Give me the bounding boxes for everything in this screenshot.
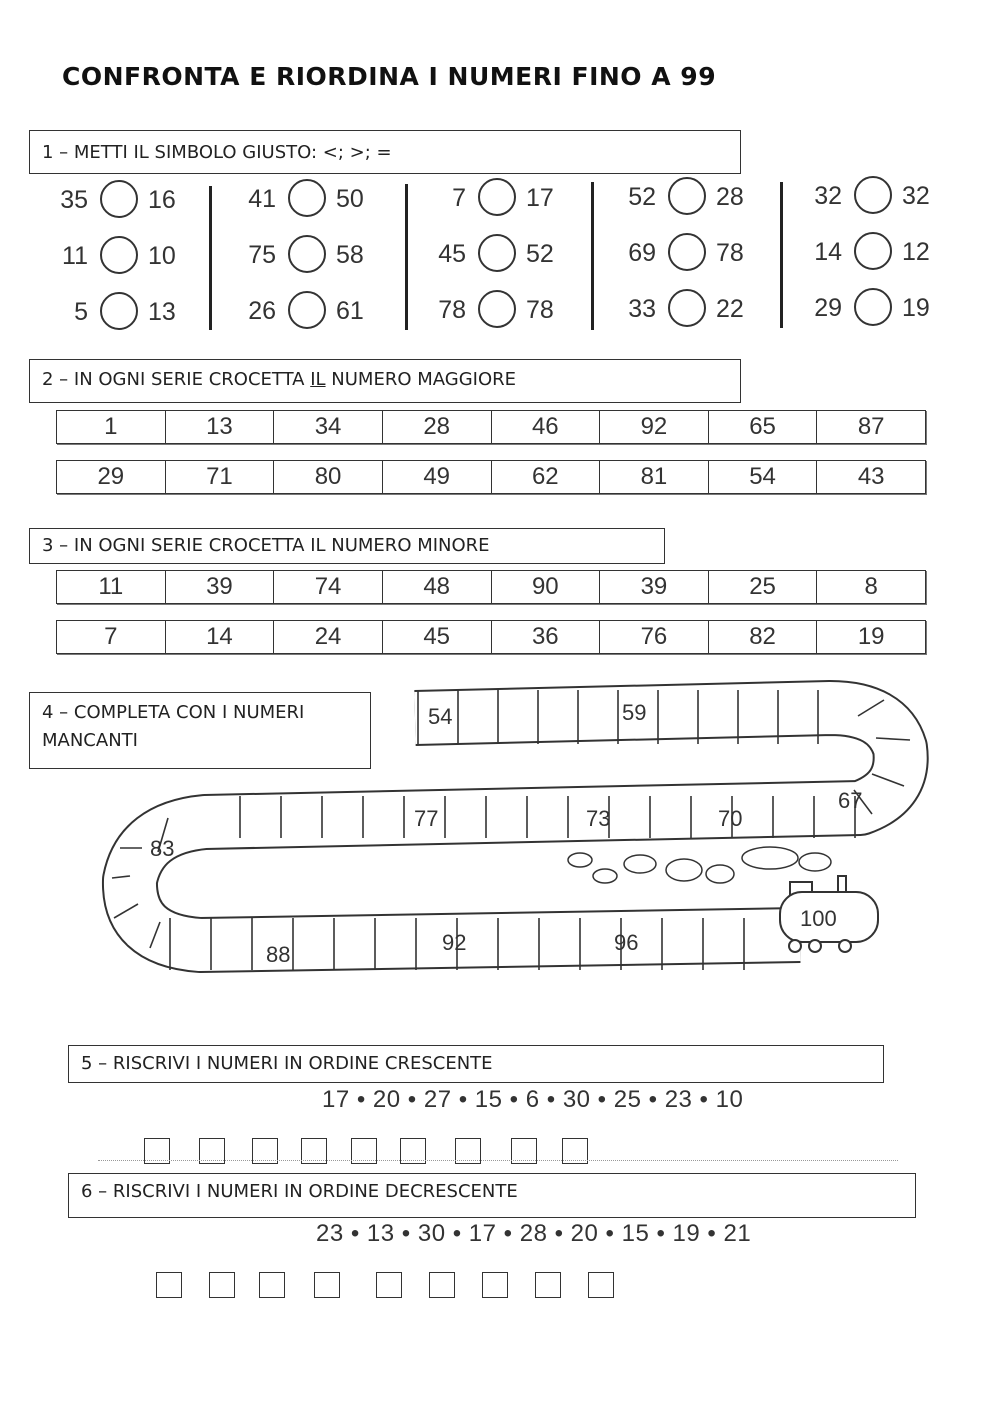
exercise-5-heading (68, 1045, 884, 1083)
track-number: 96 (614, 930, 639, 955)
engine-number: 100 (800, 906, 837, 931)
comparison-left-number: 32 (814, 182, 842, 210)
comparison-left-number: 7 (452, 184, 466, 212)
comparison-right-number: 17 (526, 184, 554, 212)
comparison-right-number: 12 (902, 238, 930, 266)
exercise-1-heading-text: 1 – METTI IL SIMBOLO GIUSTO: <; >; = (42, 142, 392, 163)
track-number: 54 (428, 704, 453, 729)
comparison-left-number: 35 (60, 186, 88, 214)
comparison-right-number: 16 (148, 186, 176, 214)
comparison-right-number: 22 (716, 295, 744, 323)
comparison-right-number: 78 (526, 296, 554, 324)
track-number: 70 (718, 806, 743, 831)
series-number-cell[interactable]: 87 (857, 413, 885, 440)
series-number-cell[interactable]: 1 (57, 411, 166, 443)
series-number-cell[interactable]: 11 (57, 571, 166, 603)
comparison-left-number: 69 (628, 239, 656, 267)
comparison-right-number: 28 (716, 183, 744, 211)
track-number: 67 (838, 788, 863, 813)
track-number: 59 (622, 700, 647, 725)
series-number-cell[interactable]: 46 (492, 411, 601, 443)
series-number-cell[interactable]: 14 (166, 621, 275, 653)
comparison-left-number: 41 (248, 185, 276, 213)
series-number-cell[interactable]: 28 (383, 411, 492, 443)
page-title: CONFRONTA E RIORDINA I NUMERI FINO A 99 (62, 62, 717, 91)
exercise-2-heading-text-a: 2 – IN OGNI SERIE CROCETTA (42, 369, 311, 390)
comparison-left-number: 45 (438, 240, 466, 268)
series-number-cell[interactable]: 45 (383, 621, 492, 653)
series-number-cell[interactable]: 13 (166, 411, 275, 443)
exercise-5-heading-text: 5 – RISCRIVI I NUMERI IN ORDINE CRESCENTE (81, 1053, 493, 1074)
series-number-cell[interactable]: 90 (492, 571, 601, 603)
series-number-cell[interactable]: 74 (274, 571, 383, 603)
comparison-left-number: 52 (628, 183, 656, 211)
series-number-cell[interactable]: 48 (383, 571, 492, 603)
dotted-line (98, 1160, 898, 1161)
series-number-cell[interactable]: 43 (857, 463, 885, 490)
series-number-cell[interactable]: 8 (864, 573, 878, 600)
series-number-cell[interactable]: 34 (274, 411, 383, 443)
comparison-right-number: 61 (336, 297, 364, 325)
answer-box[interactable] (482, 1272, 508, 1298)
exercise-2-heading-text-b: NUMERO MAGGIORE (325, 369, 517, 390)
track-number: 88 (266, 942, 291, 967)
series-number-cell[interactable]: 80 (274, 461, 383, 493)
comparison-right-number: 50 (336, 185, 364, 213)
series-number-cell[interactable]: 24 (274, 621, 383, 653)
series-number-cell[interactable]: 19 (857, 623, 885, 650)
track-number: 92 (442, 930, 467, 955)
series-number-cell[interactable]: 39 (166, 571, 275, 603)
series-number-cell[interactable]: 82 (709, 621, 818, 653)
comparison-right-number: 78 (716, 239, 744, 267)
answer-box[interactable] (588, 1272, 614, 1298)
comparison-right-number: 32 (902, 182, 930, 210)
exercise-6-heading-text: 6 – RISCRIVI I NUMERI IN ORDINE DECRESCENTE (81, 1181, 518, 1202)
exercise-4-heading-line1: 4 – COMPLETA CON I NUMERI (42, 702, 305, 723)
exercise-5-sequence: 17 • 20 • 27 • 15 • 6 • 30 • 25 • 23 • 10 (322, 1086, 744, 1113)
answer-box[interactable] (429, 1272, 455, 1298)
series-number-cell[interactable]: 65 (709, 411, 818, 443)
series-number-cell[interactable]: 54 (709, 461, 818, 493)
exercise-3-heading-text: 3 – IN OGNI SERIE CROCETTA IL NUMERO MINORE (42, 535, 490, 556)
comparison-right-number: 19 (902, 294, 930, 322)
comparison-right-number: 52 (526, 240, 554, 268)
exercise-4-heading-line2: MANCANTI (42, 730, 138, 751)
comparison-left-number: 5 (74, 298, 88, 326)
comparison-left-number: 33 (628, 295, 656, 323)
comparison-right-number: 58 (336, 241, 364, 269)
series-number-cell[interactable]: 71 (166, 461, 275, 493)
track-number: 73 (586, 806, 611, 831)
series-number-cell[interactable]: 29 (57, 461, 166, 493)
comparison-left-number: 78 (438, 296, 466, 324)
exercise-6-heading (68, 1173, 916, 1218)
series-number-cell[interactable]: 62 (492, 461, 601, 493)
comparison-right-number: 13 (148, 298, 176, 326)
comparison-right-number: 10 (148, 242, 176, 270)
comparison-left-number: 11 (62, 242, 88, 270)
series-number-cell[interactable]: 7 (57, 621, 166, 653)
series-number-cell[interactable]: 81 (600, 461, 709, 493)
track-number: 83 (150, 836, 175, 861)
series-number-cell[interactable]: 39 (600, 571, 709, 603)
comparison-left-number: 75 (248, 241, 276, 269)
answer-box[interactable] (259, 1272, 285, 1298)
series-number-cell[interactable]: 76 (600, 621, 709, 653)
comparison-left-number: 14 (814, 238, 842, 266)
answer-box[interactable] (535, 1272, 561, 1298)
answer-box[interactable] (209, 1272, 235, 1298)
answer-box[interactable] (314, 1272, 340, 1298)
comparison-left-number: 29 (814, 294, 842, 322)
answer-box[interactable] (156, 1272, 182, 1298)
exercise-6-sequence: 23 • 13 • 30 • 17 • 28 • 20 • 15 • 19 • 21 (316, 1220, 752, 1247)
series-number-cell[interactable]: 36 (492, 621, 601, 653)
series-number-cell[interactable]: 25 (709, 571, 818, 603)
comparison-left-number: 26 (248, 297, 276, 325)
series-number-cell[interactable]: 92 (600, 411, 709, 443)
smoke-clouds (568, 847, 831, 883)
track-number: 77 (414, 806, 439, 831)
series-number-cell[interactable]: 49 (383, 461, 492, 493)
exercise-2-heading-underlined: IL (310, 369, 326, 390)
answer-box[interactable] (376, 1272, 402, 1298)
